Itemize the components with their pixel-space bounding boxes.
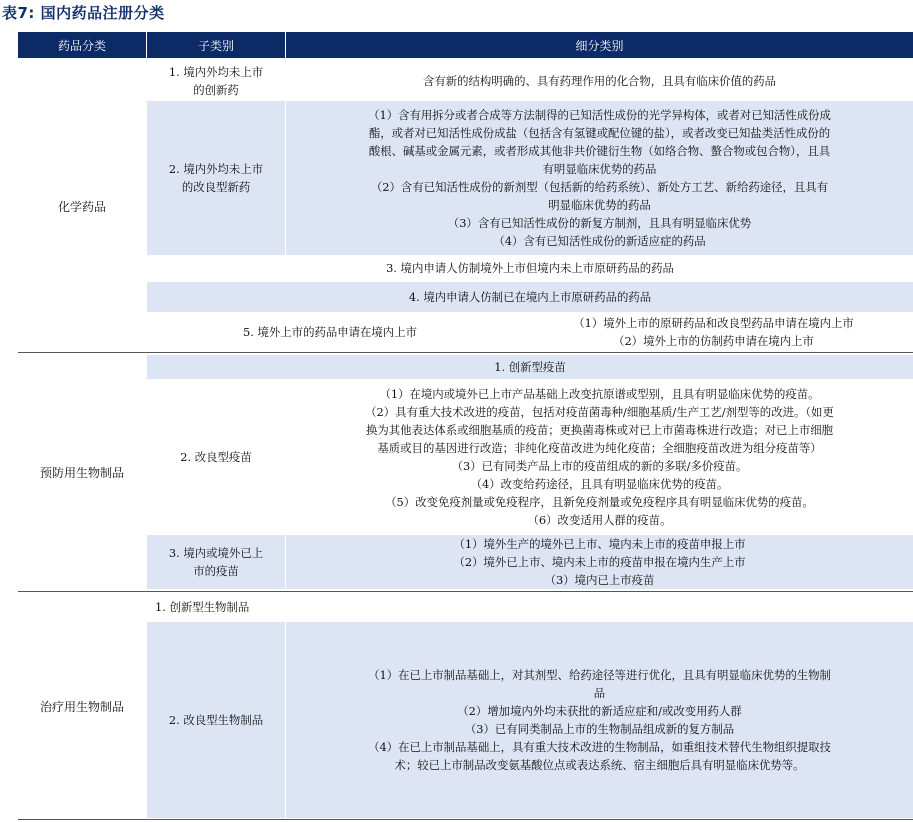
text-line: 1. 境内外均未上市: [168, 65, 264, 79]
therapeutic-r1: [155, 594, 913, 620]
text-line: 术；较已上市制品改变氨基酸位点或表达系统、宿主细胞后具有明显临床优势等。: [394, 758, 805, 772]
text-line: （3）已有同类制品上市的生物制品组成新的复方制品: [464, 722, 735, 736]
chem-r1-sub: [147, 62, 285, 100]
text-line: （6）改变适用人群的疫苗。: [527, 513, 672, 527]
text-line: （2）含有已知活性成份的新剂型（包括新的给药系统）、新处方工艺、新给药途径，且具有: [370, 180, 829, 194]
text-line: 市的疫苗: [193, 564, 239, 578]
text-line: （2）境外上市的仿制药申请在境内上市: [613, 334, 814, 348]
chem-r5-sub: [147, 313, 513, 351]
category-therapeutic: 治疗用生物制品: [39, 699, 124, 714]
text-line: 基质或目的基因进行改造；非纯化疫苗改进为纯化疫苗；全细胞疫苗改进为组分疫苗等）: [377, 441, 822, 455]
text-line: 2. 境内外均未上市: [168, 162, 264, 176]
text-line: 2. 改良型生物制品: [168, 713, 264, 727]
table-title: 表7: 国内药品注册分类: [2, 4, 165, 22]
therapeutic-r2-sub: [147, 622, 285, 818]
divider: [18, 819, 913, 820]
text-line: （1）境外上市的原研药品和改良型药品申请在境内上市: [573, 316, 854, 330]
vaccine-r1: [147, 355, 913, 379]
text-line: 1. 创新型生物制品: [155, 600, 250, 614]
divider: [18, 352, 913, 353]
text-line: （5）改变免疫剂量或免疫程序，且新免疫剂量或免疫程序具有明显临床优势的疫苗。: [385, 495, 814, 509]
text-line: 的创新药: [193, 83, 239, 97]
text-line: 酯，或者对已知活性成份成盐（包括含有氢键或配位键的盐），或者改变已知盐类活性成份的: [368, 126, 831, 140]
text-line: （3）已有同类产品上市的疫苗组成的新的多联/多价疫苗。: [451, 459, 748, 473]
text-line: （2）增加境内外均未获批的新适应症和/或改变用药人群: [457, 704, 742, 718]
chem-r1-detail: [286, 62, 913, 100]
text-line: （1）境外生产的境外已上市、境内未上市的疫苗申报上市: [453, 537, 746, 551]
text-line: （3）含有已知活性成份的新复方制剂，且具有明显临床优势: [447, 216, 752, 230]
header-detail: 细分类别: [286, 32, 913, 58]
vaccine-r3-sub: [147, 535, 285, 589]
text-line: 4. 境内申请人仿制已在境内上市原研药品的药品: [408, 290, 652, 304]
category-vaccine: 预防用生物制品: [39, 465, 124, 480]
vaccine-r2-detail: [286, 380, 913, 534]
text-line: （4）改变给药途径，且具有明显临床优势的疫苗。: [470, 477, 729, 491]
chem-r2-detail: [286, 101, 913, 255]
text-line: 含有新的结构明确的、具有药理作用的化合物，且具有临床价值的药品: [422, 74, 777, 88]
divider: [18, 591, 913, 592]
chem-r3: [147, 256, 913, 280]
text-line: 3. 境内或境外已上: [168, 546, 264, 560]
text-line: （1）在境内或境外已上市产品基础上改变抗原谱或型别，且具有明显临床优势的疫苗。: [379, 387, 820, 401]
header-subcategory: 子类别: [147, 32, 285, 58]
text-line: 3. 境内申请人仿制境外上市但境内未上市原研药品的药品: [386, 261, 674, 275]
chem-r4: [147, 282, 913, 312]
text-line: 的改良型新药: [181, 180, 251, 194]
text-line: 5. 境外上市的药品申请在境内上市: [243, 325, 417, 339]
chem-r5-detail: [514, 313, 913, 351]
vaccine-r3-detail: [286, 535, 913, 589]
text-line: （1）含有用拆分或者合成等方法制得的已知活性成份的光学异构体，或者对已知活性成份成: [368, 108, 831, 122]
vaccine-r2-sub: [147, 380, 285, 534]
text-line: 有明显临床优势的药品: [542, 162, 657, 176]
text-line: （2）境外已上市、境内未上市的疫苗申报在境内生产上市: [453, 555, 746, 569]
text-line: （2）具有重大技术改进的疫苗，包括对疫苗菌毒种/细胞基质/生产工艺/剂型等的改进。（如更: [365, 405, 834, 419]
chem-r2-sub: [147, 101, 285, 255]
therapeutic-r2-detail: [286, 622, 913, 818]
text-line: 换为其他表达体系或细胞基质的疫苗；更换菌毒株或对已上市菌毒株进行改造；对已上市细胞: [365, 423, 834, 437]
text-line: 1. 创新型疫苗: [494, 360, 566, 374]
text-line: 明显临床优势的药品: [548, 198, 651, 212]
text-line: （1）在已上市制品基础上，对其剂型、给药途径等进行优化，且具有明显临床优势的生物制: [368, 668, 831, 682]
header-category: 药品分类: [18, 32, 146, 58]
text-line: 2. 改良型疫苗: [180, 450, 252, 464]
text-line: （3）境内已上市疫苗: [544, 573, 655, 587]
text-line: （4）含有已知活性成份的新适应症的药品: [493, 234, 706, 248]
text-line: 品: [593, 686, 606, 700]
text-line: 酸根、碱基或金属元素，或者形成其他非共价键衍生物（如络合物、螯合物或包合物），且具: [368, 144, 831, 158]
category-chemical: 化学药品: [57, 199, 106, 214]
text-line: （4）在已上市制品基础上，具有重大技术改进的生物制品，如重组技术替代生物组织提取技: [368, 740, 831, 754]
